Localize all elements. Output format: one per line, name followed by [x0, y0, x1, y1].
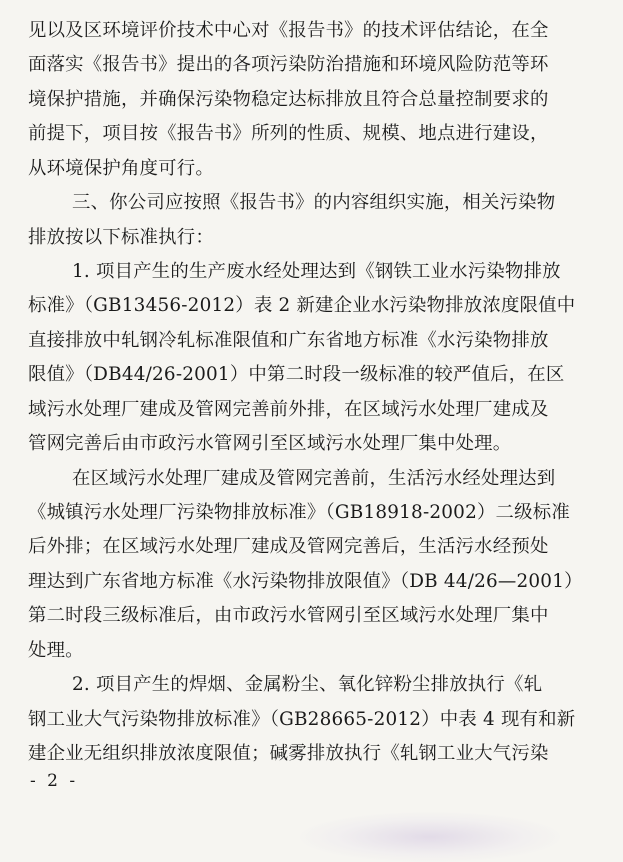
text-line-1: 见以及区环境评价技术中心对《报告书》的技术评估结论，在全 [28, 20, 549, 41]
scan-stain [300, 812, 560, 862]
text-line-14: 在区域污水处理厂建成及管网完善前，生活污水经处理达到 [72, 467, 556, 489]
text-line-18: 第二时段三级标准后，由市政污水管网引至区域污水处理厂集中 [28, 605, 549, 627]
text-line-19: 处理。 [28, 639, 84, 661]
text-line-10: 直接排放中轧钢冷轧标准限值和广东省地方标准《水污染物排放 [28, 329, 549, 351]
text-line-22: 建企业无组织排放浓度限值；碱雾排放执行《轧钢工业大气污染 [28, 743, 549, 764]
text-line-12: 域污水处理厂建成及管网完善前外排，在区域污水处理厂建成及 [28, 398, 549, 420]
text-line-16: 后外排；在区域污水处理厂建成及管网完善后，生活污水经预处 [28, 536, 549, 558]
text-line-7: 排放按以下标准执行： [28, 226, 214, 248]
text-line-9: 标准》（GB13456-2012）表 2 新建企业水污染物排放浓度限值中 [28, 295, 576, 317]
text-line-4: 前提下，项目按《报告书》所列的性质、规模、地点进行建设， [28, 123, 549, 145]
text-line-8: 1. 项目产生的生产废水经处理达到《钢铁工业水污染物排放 [72, 261, 561, 282]
text-line-21: 钢工业大气污染物排放标准》（GB28665-2012）中表 4 现有和新 [28, 708, 576, 730]
text-line-3: 境保护措施，并确保污染物稳定达标排放且符合总量控制要求的 [28, 88, 549, 110]
text-line-6: 三、你公司应按照《报告书》的内容组织实施，相关污染物 [72, 192, 556, 214]
text-line-17: 理达到广东省地方标准《水污染物排放限值》（DB 44/26—2001） [28, 570, 583, 592]
text-line-5: 从环境保护角度可行。 [28, 157, 214, 179]
text-line-2: 面落实《报告书》提出的各项污染防治措施和环境风险防范等环 [28, 54, 549, 76]
text-line-13: 管网完善后由市政污水管网引至区域污水处理厂集中处理。 [28, 433, 512, 455]
text-line-11: 限值》（DB44/26-2001）中第二时段一级标准的较严值后，在区 [28, 364, 565, 386]
text-line-20: 2. 项目产生的焊烟、金属粉尘、氧化锌粉尘排放执行《轧 [72, 674, 543, 696]
text-line-15: 《城镇污水处理厂污染物排放标准》（GB18918-2002）二级标准 [28, 502, 570, 523]
page-number: - 2 - [30, 771, 79, 791]
